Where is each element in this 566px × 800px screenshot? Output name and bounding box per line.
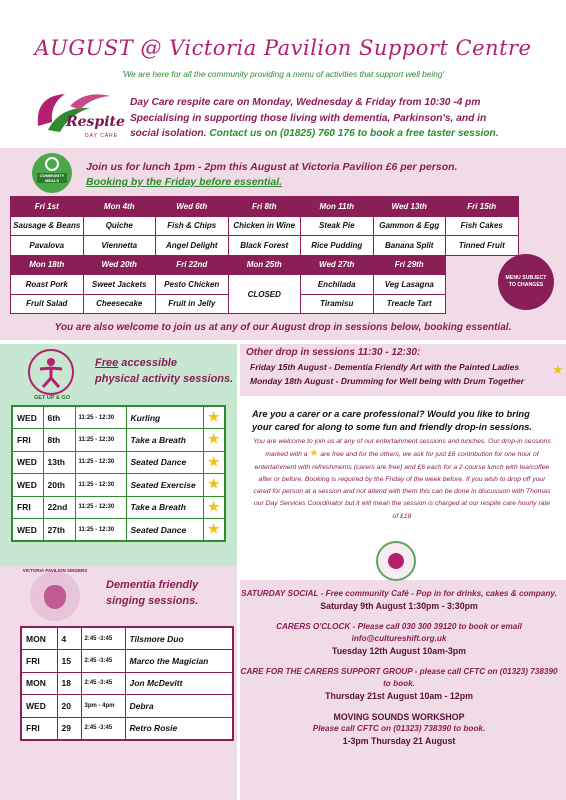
workshop-date: 1-3pm Thursday 21 August bbox=[342, 736, 456, 746]
other-session-1: Friday 15th August - Dementia Friendly Art with the Painted Ladies bbox=[250, 362, 520, 372]
carer-question: Are you a carer or a care professional? Would you like to bring your cared for along to some fun and friendly drop-in sessions. bbox=[252, 409, 532, 432]
menu-main: Steak Pie bbox=[301, 216, 374, 236]
physical-title-rest: accessible bbox=[118, 357, 177, 369]
star-icon: ★ bbox=[203, 406, 225, 429]
day-cell: WED bbox=[12, 406, 43, 429]
menu-dessert: Angel Delight bbox=[156, 236, 229, 256]
time-cell: 3pm - 4pm bbox=[81, 695, 125, 718]
menu-day: Fri 15th bbox=[446, 197, 519, 217]
table-row bbox=[12, 406, 225, 429]
workshop-desc: Please call CFTC on (01323) 738390 to book. bbox=[312, 724, 486, 733]
table-row bbox=[12, 451, 225, 474]
logo-sub: DAY CARE bbox=[85, 133, 119, 139]
menu-dessert: Pavalova bbox=[11, 236, 84, 256]
other-session-2: Monday 18th August - Drumming for Well being with Drum Together bbox=[250, 376, 525, 386]
lunch-line-1: Join us for lunch 1pm - 2pm this August at Victoria Pavilion £6 per person. bbox=[86, 161, 458, 173]
menu-main: Fish Cakes bbox=[446, 216, 519, 236]
logo-word: Respite bbox=[66, 114, 125, 130]
time-cell: 2:45 -3:45 bbox=[81, 672, 125, 695]
tagline: 'We are here for all the community providing a menu of activities that support well being' bbox=[121, 69, 445, 79]
menu-header-row bbox=[11, 255, 519, 275]
date-cell: 8th bbox=[43, 429, 75, 452]
star-icon: ★ bbox=[203, 451, 225, 474]
activity-cell: Seated Dance bbox=[126, 519, 203, 542]
act-cell: Jon McDevitt bbox=[125, 672, 233, 695]
get-up-and-go-logo bbox=[28, 349, 74, 395]
time-cell: 2:45 -3:45 bbox=[81, 717, 125, 740]
intro-line-1: Day Care respite care on Monday, Wednesday & Friday from 10:30 -4 pm bbox=[130, 97, 481, 108]
date-cell: 18 bbox=[57, 672, 81, 695]
activity-cell: Take a Breath bbox=[126, 496, 203, 519]
menu-day: Fri 1st bbox=[11, 197, 84, 217]
singing-title bbox=[106, 577, 198, 609]
menu-day: Wed 20th bbox=[83, 255, 156, 275]
carer-body bbox=[252, 436, 552, 523]
menu-day: Mon 18th bbox=[11, 255, 84, 275]
menu-dessert: Tinned Fruit bbox=[446, 236, 519, 256]
get-up-and-go-label: GET UP & GO bbox=[34, 395, 70, 401]
day-cell: MON bbox=[21, 627, 57, 650]
respite-logo bbox=[30, 86, 125, 144]
intro-line-3a: social isolation. bbox=[130, 128, 207, 139]
star-icon: ★ bbox=[309, 448, 319, 460]
day-cell: WED bbox=[12, 519, 43, 542]
date-cell: 27th bbox=[43, 519, 75, 542]
date-cell: 13th bbox=[43, 451, 75, 474]
intro-line-3 bbox=[130, 126, 560, 142]
star-icon: ★ bbox=[203, 496, 225, 519]
menu-day: Mon 25th bbox=[228, 255, 301, 275]
day-cell: FRI bbox=[12, 496, 43, 519]
lunch-booking-note: Booking by the Friday before essential. bbox=[86, 176, 283, 188]
act-cell: Retro Rosie bbox=[125, 717, 233, 740]
date-cell: 15 bbox=[57, 650, 81, 673]
date-cell: 22nd bbox=[43, 496, 75, 519]
time-cell: 11:25 - 12:30 bbox=[75, 496, 126, 519]
menu-main: Chicken in Wine bbox=[228, 216, 301, 236]
menu-dessert-row bbox=[11, 236, 519, 256]
support-group-date: Thursday 21st August 10am - 12pm bbox=[325, 691, 473, 701]
table-row bbox=[21, 695, 233, 718]
table-row bbox=[12, 429, 225, 452]
intro-block bbox=[130, 95, 560, 142]
time-cell: 11:25 - 12:30 bbox=[75, 429, 126, 452]
time-cell: 11:25 - 12:30 bbox=[75, 474, 126, 497]
intro-line-2: Specialising in supporting those living with dementia, Parkinson's, and in bbox=[130, 112, 487, 124]
menu-main-row bbox=[11, 216, 519, 236]
day-cell: FRI bbox=[21, 717, 57, 740]
menu-main: Fish & Chips bbox=[156, 216, 229, 236]
singer-icon bbox=[44, 585, 66, 609]
time-cell: 2:45 -3:45 bbox=[81, 650, 125, 673]
menu-main: Pesto Chicken bbox=[156, 275, 229, 295]
person-icon bbox=[30, 351, 72, 393]
time-cell: 11:25 - 12:30 bbox=[75, 451, 126, 474]
table-row bbox=[21, 672, 233, 695]
activity-cell: Take a Breath bbox=[126, 429, 203, 452]
act-cell: Debra bbox=[125, 695, 233, 718]
menu-changes-badge: MENU SUBJECT TO CHANGES bbox=[498, 254, 554, 310]
physical-activity-table bbox=[11, 405, 226, 542]
menu-dessert: Rice Pudding bbox=[301, 236, 374, 256]
community-meals-label: COMMUNITY MEALS bbox=[37, 173, 67, 183]
menu-dessert: Treacle Tart bbox=[373, 294, 446, 314]
day-cell: FRI bbox=[12, 429, 43, 452]
physical-title-line-2: physical activity sessions. bbox=[95, 373, 234, 385]
star-icon: ★ bbox=[203, 519, 225, 542]
contact-text: Contact us on (01825) 760 176 to book a free taster session. bbox=[206, 128, 499, 139]
social-date: Saturday 9th August 1:30pm - 3:30pm bbox=[320, 601, 478, 611]
menu-main: Quiche bbox=[83, 216, 156, 236]
lunch-menu-table bbox=[10, 196, 519, 314]
carer-body-2: are free and for the others, we ask for just £6 contribution for one hour of entertainment with refreshments (carers are free) and £6 each for a 2-course lunch with tea/coffee after or before. Booking is required by the Friday of the week before. If you wish to drop off your cared for person at a session and not attend with them this can be done in discussion with Thomas our Day Services Coordinator but it will mean the session is charged at our respite care hourly rate of £18 bbox=[253, 451, 551, 520]
table-row bbox=[12, 496, 225, 519]
menu-day: Fri 29th bbox=[373, 255, 446, 275]
carers-clock-date: Tuesday 12th August 10am-3pm bbox=[332, 646, 466, 656]
menu-day: Wed 6th bbox=[156, 197, 229, 217]
activity-cell: Seated Exercise bbox=[126, 474, 203, 497]
time-cell: 11:25 - 12:30 bbox=[75, 519, 126, 542]
table-row bbox=[12, 474, 225, 497]
events-list bbox=[240, 588, 558, 747]
table-row bbox=[21, 717, 233, 740]
social-desc: SATURDAY SOCIAL - Free community Café - Pop in for drinks, cakes & company. bbox=[241, 589, 557, 598]
menu-dessert: Tiramisu bbox=[301, 294, 374, 314]
menu-main: Enchilada bbox=[301, 275, 374, 295]
act-cell: Marco the Magician bbox=[125, 650, 233, 673]
other-sessions-title: Other drop in sessions 11:30 - 12:30: bbox=[246, 347, 421, 358]
menu-main: Roast Pork bbox=[11, 275, 84, 295]
day-cell: WED bbox=[12, 451, 43, 474]
menu-main: Sweet Jackets bbox=[83, 275, 156, 295]
date-cell: 4 bbox=[57, 627, 81, 650]
time-cell: 2:45 -3:45 bbox=[81, 627, 125, 650]
star-icon: ★ bbox=[203, 429, 225, 452]
heart-icon bbox=[388, 553, 404, 569]
menu-main: Sausage & Beans bbox=[11, 216, 84, 236]
date-cell: 6th bbox=[43, 406, 75, 429]
chef-icon bbox=[45, 157, 59, 171]
welcome-text: You are also welcome to join us at any of our August drop in sessions below, booking essential. bbox=[54, 322, 512, 333]
day-cell: WED bbox=[12, 474, 43, 497]
support-group-desc: CARE FOR THE CARERS SUPPORT GROUP - please call CFTC on (01323) 738390 to book. bbox=[240, 667, 558, 688]
menu-main: Gammon & Egg bbox=[373, 216, 446, 236]
date-cell: 20th bbox=[43, 474, 75, 497]
menu-day: Wed 27th bbox=[301, 255, 374, 275]
carer-body-1: You are welcome to join us at any of our entertainment sessions and lunches. Our drop-in sessions marked with a bbox=[253, 438, 551, 459]
carers-clock-desc: CARERS O'CLOCK - Please call 030 300 39120 to book or email info@cultureshift.org.uk bbox=[276, 622, 522, 643]
menu-main: Veg Lasagna bbox=[373, 275, 446, 295]
table-row bbox=[21, 650, 233, 673]
star-icon: ★ bbox=[203, 474, 225, 497]
star-icon: ★ bbox=[552, 362, 564, 377]
community-meals-icon bbox=[32, 153, 72, 193]
menu-dessert: Viennetta bbox=[83, 236, 156, 256]
physical-title bbox=[95, 355, 233, 387]
menu-closed: CLOSED bbox=[228, 275, 301, 314]
menu-dessert: Cheesecake bbox=[83, 294, 156, 314]
day-cell: WED bbox=[21, 695, 57, 718]
table-row bbox=[21, 627, 233, 650]
day-cell: MON bbox=[21, 672, 57, 695]
time-cell: 11:25 - 12:30 bbox=[75, 406, 126, 429]
lunch-info bbox=[86, 160, 457, 190]
menu-day: Fri 8th bbox=[228, 197, 301, 217]
free-text: Free bbox=[95, 357, 119, 369]
menu-day: Wed 13th bbox=[373, 197, 446, 217]
day-cell: FRI bbox=[21, 650, 57, 673]
menu-day: Mon 11th bbox=[301, 197, 374, 217]
menu-day: Mon 4th bbox=[83, 197, 156, 217]
workshop-title: MOVING SOUNDS WORKSHOP bbox=[333, 712, 465, 722]
physical-title-line-1 bbox=[95, 355, 233, 371]
carer-support-logo bbox=[376, 541, 416, 581]
menu-main-row bbox=[11, 275, 519, 295]
date-cell: 29 bbox=[57, 717, 81, 740]
menu-header-row bbox=[11, 197, 519, 217]
page-title: AUGUST @ Victoria Pavilion Support Centre bbox=[34, 36, 532, 60]
date-cell: 20 bbox=[57, 695, 81, 718]
menu-dessert: Fruit Salad bbox=[11, 294, 84, 314]
menu-dessert: Banana Split bbox=[373, 236, 446, 256]
menu-dessert: Fruit in Jelly bbox=[156, 294, 229, 314]
choir-logo-label: VICTORIA PAVILION SINGERS bbox=[22, 568, 88, 573]
singing-title-line-1: Dementia friendly bbox=[106, 579, 199, 591]
menu-dessert: Black Forest bbox=[228, 236, 301, 256]
activity-cell: Kurling bbox=[126, 406, 203, 429]
menu-day: Fri 22nd bbox=[156, 255, 229, 275]
singing-table bbox=[20, 626, 234, 741]
act-cell: Tilsmore Duo bbox=[125, 627, 233, 650]
table-row bbox=[12, 519, 225, 542]
singing-title-line-2: singing sessions. bbox=[106, 595, 199, 607]
activity-cell: Seated Dance bbox=[126, 451, 203, 474]
